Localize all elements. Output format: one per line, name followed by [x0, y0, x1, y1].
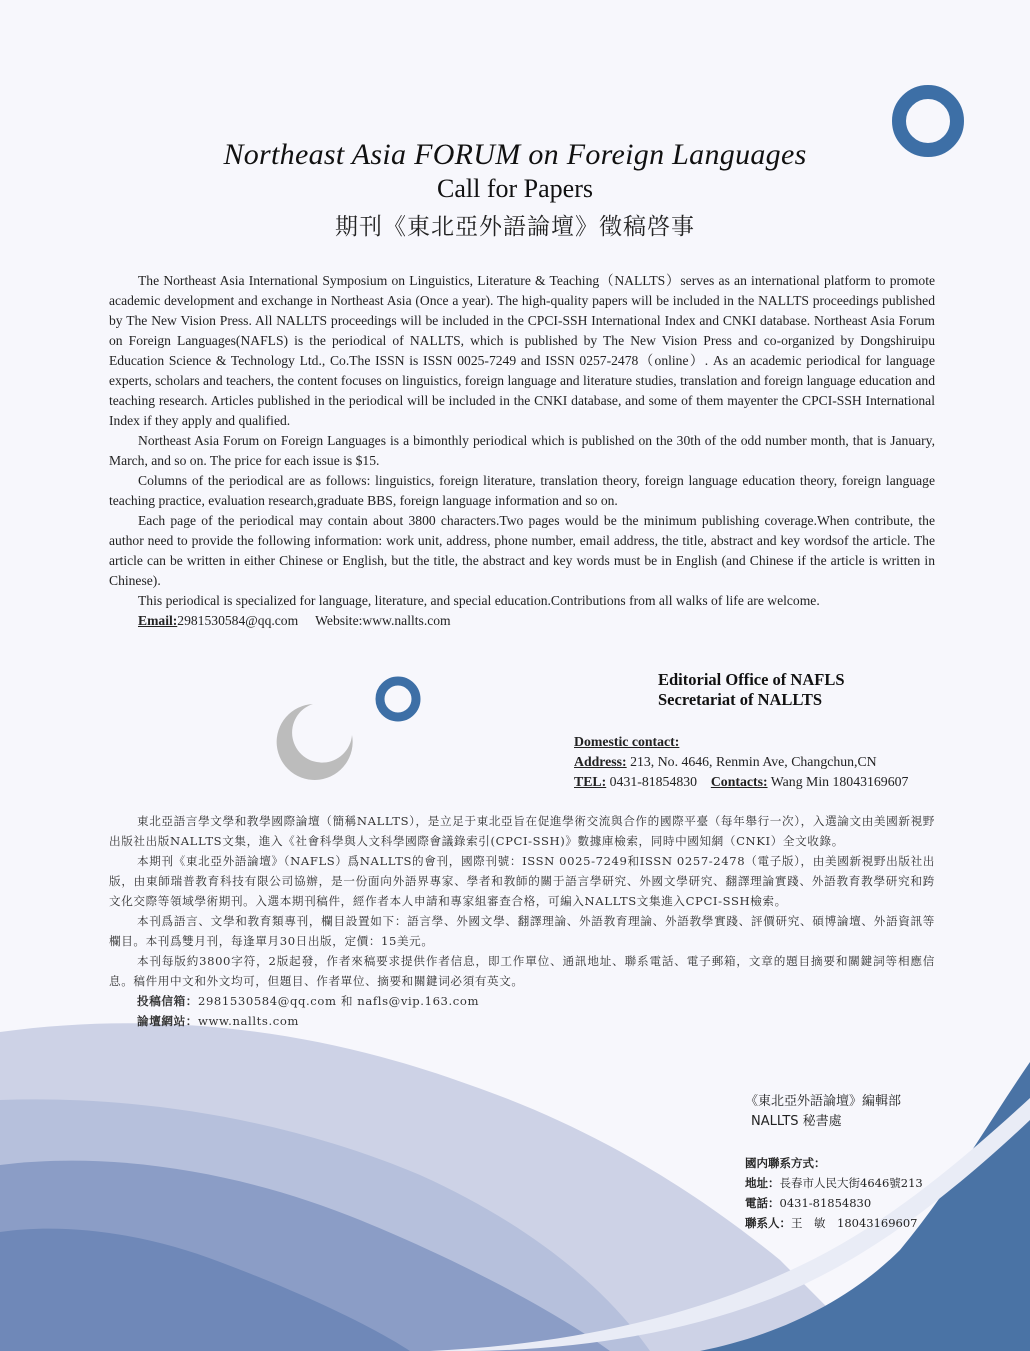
journal-title-en: Northeast Asia FORUM on Foreign Languages	[223, 138, 807, 171]
editorial-office-zh	[745, 1092, 985, 1132]
zh-person-label: 聯系人：	[745, 1216, 791, 1230]
contacts-value: Wang Min 18043169607	[770, 774, 909, 789]
domestic-contact-en	[574, 732, 974, 792]
en-contact-line	[109, 611, 935, 631]
tel-value: 0431-81854830	[609, 774, 698, 789]
zh-address-value: 長春市人民大街4646號213	[779, 1176, 923, 1190]
address-label: Address:	[574, 754, 627, 769]
address-value: 213, No. 4646, Renmin Ave, Changchun,CN	[630, 754, 877, 769]
en-paragraph: Each page of the periodical may contain about 3800 characters.Two pages would be the minimum publishing coverage.When contribute, the author need to provide the following information: work unit, address, phone number, email address, the title, abstract and key wordsof the article. The article can be written in either Chinese or English, but the title, the abstract and key words must be in English (and Chinese if the article is written in Chinese).	[109, 513, 935, 588]
zh-address-line	[745, 1173, 985, 1193]
zh-tel-value: 0431-81854830	[779, 1196, 872, 1210]
email-link[interactable]: 2981530584@qq.com	[177, 613, 299, 628]
tel-label: TEL:	[574, 774, 607, 789]
website-label: Website:	[315, 613, 363, 628]
contacts-label: Contacts:	[710, 774, 768, 789]
journal-title-zh: 期刊《東北亞外語論壇》徵稿啓事	[335, 214, 695, 240]
zh-address-label: 地址：	[745, 1176, 780, 1190]
zh-office-line-2: NALLTS 秘書處	[751, 1114, 842, 1129]
zh-contact-heading-text: 國内聯系方式：	[745, 1156, 826, 1170]
site-label: 論壇網站：	[137, 1014, 198, 1028]
zh-paragraph: 本刊爲語言、文學和教育類專刊，欄目設置如下：語言學、外國文學、翻譯理論、外語教育理論、外語教學實踐、評價研究、碩博論壇、外語資訊等欄目。本刊爲雙月刊，每逢單月30日出版，定價：15美元。	[109, 914, 935, 948]
zh-submit-line	[109, 991, 935, 1011]
zh-paragraph: 本期刊《東北亞外語論壇》（NAFLS）爲NALLTS的會刊，國際刊號：ISSN 0025-7249和ISSN 0257-2478（電子版），由美國新視野出版社出版，由東師瑞普教育科技有限公司協辦，是一份面向外語界專家、學者和教師的關于語言學研究、外國文學研究、翻譯理論實踐、外語教育教學研究和跨文化交際等領域學術期刊。入選本期刊稿件，經作者本人申請和專家組審查合格，可編入NALLTS文集進入CPCI-SSH檢索。	[109, 854, 935, 908]
email-label: Email:	[138, 613, 178, 628]
submit-label: 投稿信箱：	[137, 994, 198, 1008]
zh-tel-label: 電話：	[745, 1196, 780, 1210]
chinese-description	[109, 811, 935, 1031]
en-paragraph: Columns of the periodical are as follows: linguistics, foreign literature, translation theory, foreign language education theory, foreign language teaching practice, evaluation research,graduate BBS, foreign language information and so on.	[109, 473, 935, 508]
en-paragraph: This periodical is specialized for language, literature, and special education.Contributions from all walks of life are welcome.	[138, 593, 820, 608]
submit-emails[interactable]: 2981530584@qq.com 和 nafls@vip.163.com	[197, 994, 480, 1008]
zh-tel-line	[745, 1193, 985, 1213]
english-description	[109, 271, 935, 631]
zh-person-line	[745, 1213, 985, 1233]
zh-site-line	[109, 1011, 935, 1031]
en-paragraph: The Northeast Asia International Symposium on Linguistics, Literature & Teaching（NALLTS）serves as an international platform to promote academic development and exchange in Northeast Asia (Once a year). The high-quality papers will be included in the NALLTS proceedings published by The New Vision Press. All NALLTS proceedings will be included in the CPCI-SSH International Index and CNKI database. Northeast Asia Forum on Foreign Languages(NAFLS) is the periodical of NALLTS, which is published by The New Vision Press and co-organized by Dongshiruipu Education Science & Technology Ltd., Co.The ISSN is ISSN 0025-7249 and ISSN 0257-2478（online）. As an academic periodical for language experts, scholars and teachers, the content focuses on linguistics, foreign language and literature studies, translation and foreign language education and teaching research. Articles published in the periodical will be included in the CNKI database, and some of them mayenter the CPCI-SSH International Index if they apply and qualified.	[109, 273, 935, 428]
domestic-contact-heading: Domestic contact:	[574, 734, 680, 749]
address-line	[574, 752, 974, 772]
call-for-papers-heading: Call for Papers	[437, 174, 593, 203]
domestic-contact-zh	[745, 1153, 985, 1233]
editorial-office-en	[658, 670, 958, 710]
office-line-1: Editorial Office of NAFLS	[658, 670, 845, 689]
zh-paragraph: 東北亞語言學文學和教學國際論壇（簡稱NALLTS），是立足于東北亞旨在促進學術交流與合作的國際平臺（每年舉行一次），入選論文由美國新視野出版社出版NALLTS文集，進入《社會科學與人文科學國際會議錄索引(CPCI-SSH)》數據庫檢索，同時中國知網（CNKI）全文收錄。	[109, 814, 935, 848]
site-link[interactable]: www.nallts.com	[197, 1014, 300, 1028]
office-line-2: Secretariat of NALLTS	[658, 690, 823, 709]
website-link[interactable]: www.nallts.com	[362, 613, 451, 628]
zh-paragraph: 本刊每版約3800字符，2版起發，作者來稿要求提供作者信息，即工作單位、通訊地址、聯系電話、電子郵箱，文章的題目摘要和關鍵詞等相應信息。稿件用中文和外文均可，但題目、作者單位、摘要和關鍵词必須有英文。	[109, 954, 935, 988]
zh-contact-heading	[745, 1153, 985, 1173]
zh-person-value: 王 敏 18043169607	[791, 1216, 918, 1230]
en-paragraph: Northeast Asia Forum on Foreign Languages is a bimonthly periodical which is published on the 30th of the odd number month, that is January, March, and so on. The price for each issue is $15.	[109, 433, 935, 468]
tel-line	[574, 772, 974, 792]
zh-office-line-1: 《東北亞外語論壇》編輯部	[745, 1094, 902, 1109]
